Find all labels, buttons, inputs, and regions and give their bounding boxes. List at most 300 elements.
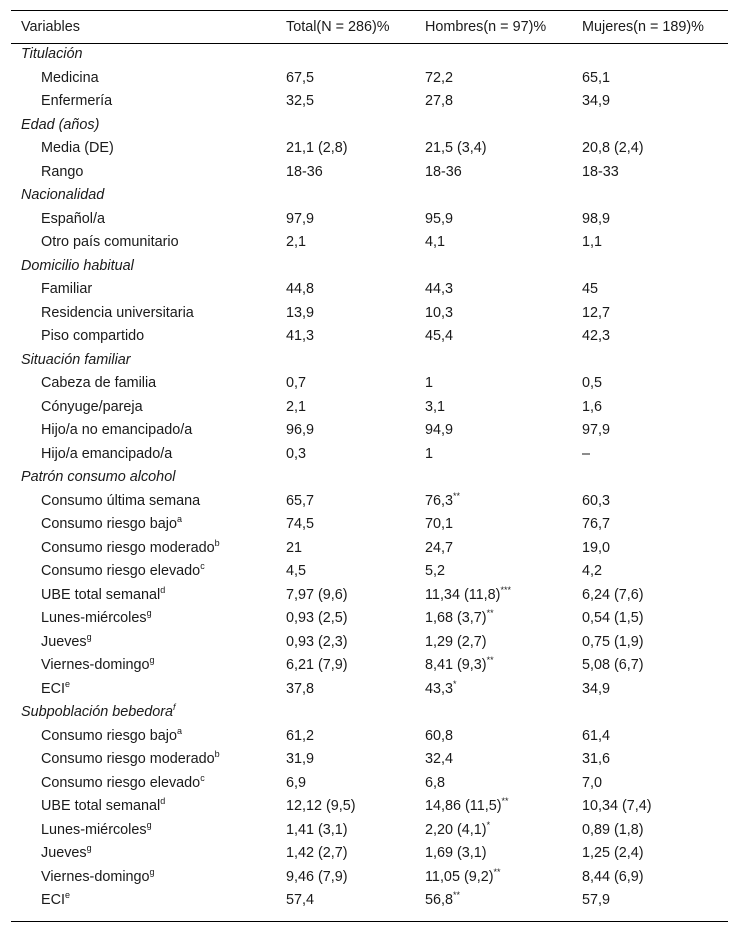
row-label [41, 399, 143, 415]
table-row [11, 608, 728, 632]
cell-hombres [425, 798, 509, 814]
cell-value: 0,7 [286, 375, 307, 391]
significance-marker: ** [453, 890, 461, 900]
cell-value: 9,46 (7,9) [286, 868, 348, 885]
table-row [11, 162, 728, 186]
row-label [41, 281, 92, 297]
cell-value: 61,4 [582, 727, 611, 744]
cell-value: 0,89 (1,8) [582, 821, 644, 838]
footnote-marker: b [214, 749, 220, 759]
label-text: Cónyuge/pareja [41, 398, 143, 415]
cell-value: 18-36 [425, 163, 462, 180]
footnote-marker: g [146, 819, 152, 830]
cell-value: 1,25 (2,4) [582, 845, 644, 861]
table-row [11, 68, 728, 92]
cell-value: 37,8 [286, 680, 315, 697]
row-label [41, 422, 192, 438]
cell-value: 56,8 [425, 892, 454, 908]
table-row [11, 726, 728, 750]
label-text: ECI [41, 680, 65, 697]
cell-hombres [425, 728, 453, 744]
cell-total [286, 516, 314, 532]
label-text: ECI [41, 892, 65, 908]
section-label [21, 704, 176, 720]
cell-value: 14,86 (11,5) [425, 798, 502, 814]
label-text: Cabeza de familia [41, 375, 157, 391]
footnote-marker: g [149, 866, 155, 877]
cell-value: 42,3 [582, 328, 611, 344]
cell-value: 76,7 [582, 516, 611, 532]
cell-hombres [425, 281, 453, 297]
cell-mujeres [582, 234, 602, 250]
cell-value: 97,9 [286, 210, 315, 227]
cell-value: 45,4 [425, 328, 454, 344]
cell-mujeres [582, 869, 644, 885]
footnote-marker: d [160, 796, 166, 806]
section-row [11, 44, 728, 68]
cell-hombres [425, 775, 445, 791]
cell-value: 61,2 [286, 727, 315, 744]
row-label [41, 537, 220, 556]
cell-hombres [425, 93, 453, 109]
cell-hombres [425, 866, 501, 885]
cell-value: 70,1 [425, 516, 454, 532]
cell-mujeres [582, 563, 602, 579]
cell-total [286, 422, 314, 438]
row-label [41, 892, 70, 908]
significance-marker: ** [493, 866, 501, 877]
cell-value: 0,54 (1,5) [582, 610, 644, 626]
cell-total [286, 540, 302, 556]
table-row [11, 420, 728, 444]
significance-marker: ** [486, 655, 494, 665]
cell-value: 32,4 [425, 751, 454, 767]
cell-hombres [425, 892, 460, 908]
footnote-marker: a [177, 725, 183, 736]
row-label [41, 610, 152, 626]
cell-value: 12,12 (9,5) [286, 798, 356, 814]
cell-value: 72,2 [425, 69, 454, 86]
label-text: Edad (años) [21, 116, 100, 133]
cell-value: 98,9 [582, 210, 611, 227]
cell-value: 12,7 [582, 304, 611, 321]
table-row [11, 632, 728, 656]
row-label [41, 657, 155, 673]
row-label [41, 631, 92, 650]
cell-value: 65,1 [582, 69, 611, 86]
cell-hombres [425, 70, 453, 86]
table-row [11, 279, 728, 303]
cell-value: 95,9 [425, 210, 454, 227]
cell-value: 1,6 [582, 398, 603, 415]
cell-mujeres [582, 822, 644, 838]
row-label [41, 375, 156, 391]
label-text: Patrón consumo alcohol [21, 469, 176, 485]
header-variables: Variables [21, 19, 80, 35]
footnote-marker: f [173, 702, 176, 712]
cell-hombres [425, 610, 494, 626]
label-text: Hijo/a emancipado/a [41, 445, 173, 462]
footnote-marker: c [200, 561, 205, 571]
row-label [41, 584, 166, 603]
table-row [11, 655, 728, 679]
cell-value: 0,5 [582, 375, 603, 391]
cell-total [286, 610, 348, 626]
section-label [21, 117, 99, 133]
table-body [11, 44, 728, 914]
label-text: Otro país comunitario [41, 234, 179, 250]
cell-hombres [425, 328, 453, 344]
header-total: Total(N = 286)% [286, 19, 390, 35]
table-row [11, 538, 728, 562]
row-label [41, 140, 114, 156]
label-text: Lunes-miércoles [41, 821, 147, 838]
cell-hombres [425, 657, 494, 673]
table-row [11, 820, 728, 844]
section-label [21, 352, 131, 368]
cell-total [286, 211, 314, 227]
cell-value: 32,5 [286, 93, 315, 109]
cell-hombres [425, 446, 433, 462]
cell-mujeres [582, 493, 610, 509]
row-label [41, 516, 182, 532]
cell-hombres [425, 634, 487, 650]
row-label [41, 446, 172, 462]
label-text: UBE total semanal [41, 586, 161, 603]
table-row [11, 561, 728, 585]
cell-value: 1,1 [582, 234, 603, 250]
label-text: Consumo riesgo elevado [41, 563, 201, 579]
data-table [11, 10, 728, 922]
cell-hombres [425, 305, 453, 321]
cell-total [286, 751, 314, 767]
table-row [11, 585, 728, 609]
cell-mujeres [582, 845, 644, 861]
cell-hombres [425, 540, 453, 556]
cell-value: 0,75 (1,9) [582, 633, 644, 650]
cell-total [286, 587, 348, 603]
cell-value: 2,20 (4,1) [425, 821, 487, 838]
section-label [21, 187, 104, 203]
cell-total [286, 281, 314, 297]
cell-hombres [425, 399, 445, 415]
table-row [11, 91, 728, 115]
cell-value: 13,9 [286, 304, 315, 321]
cell-mujeres [582, 728, 610, 744]
cell-value: 19,0 [582, 539, 611, 556]
table-row [11, 373, 728, 397]
row-label [41, 819, 152, 838]
cell-value: 10,3 [425, 304, 454, 321]
table-row [11, 867, 728, 891]
cell-mujeres [582, 798, 652, 814]
section-label [21, 46, 82, 62]
cell-value: 31,6 [582, 751, 611, 767]
cell-mujeres [582, 70, 610, 86]
row-label [41, 725, 183, 744]
cell-value: 21 [286, 539, 303, 556]
cell-total [286, 869, 348, 885]
cell-value: 41,3 [286, 328, 315, 344]
cell-total [286, 892, 314, 908]
row-label [41, 164, 83, 180]
cell-value: 44,8 [286, 281, 315, 297]
significance-marker: * [486, 819, 491, 830]
cell-value: 27,8 [425, 93, 454, 109]
cell-total [286, 728, 314, 744]
cell-value: 67,5 [286, 69, 315, 86]
cell-mujeres [582, 281, 598, 297]
label-text: UBE total semanal [41, 798, 161, 814]
label-text: Jueves [41, 633, 87, 650]
cell-mujeres [582, 751, 610, 767]
footnote-marker: a [177, 514, 183, 524]
cell-value: 96,9 [286, 422, 315, 438]
label-text: Consumo riesgo elevado [41, 774, 201, 791]
cell-value: 44,3 [425, 281, 454, 297]
cell-value: 4,2 [582, 563, 603, 579]
footnote-marker: c [200, 772, 205, 783]
header-hombres: Hombres(n = 97)% [425, 19, 547, 35]
label-text: Español/a [41, 210, 106, 227]
table-row [11, 326, 728, 350]
cell-total [286, 164, 323, 180]
cell-value: 21,1 (2,8) [286, 140, 348, 156]
cell-mujeres [582, 540, 610, 556]
cell-total [286, 328, 314, 344]
table-row [11, 232, 728, 256]
row-label [41, 678, 71, 697]
cell-value: 57,9 [582, 892, 611, 908]
table-row [11, 209, 728, 233]
cell-value: 31,9 [286, 751, 315, 767]
cell-mujeres [582, 775, 602, 791]
table-row [11, 796, 728, 820]
label-text: Piso compartido [41, 328, 145, 344]
section-row [11, 467, 728, 491]
label-text: Nacionalidad [21, 187, 105, 203]
cell-mujeres [582, 892, 610, 908]
cell-hombres [425, 422, 453, 438]
significance-marker: ** [501, 796, 509, 806]
cell-value: 3,1 [425, 398, 446, 415]
cell-mujeres [582, 140, 644, 156]
cell-total [286, 234, 306, 250]
cell-mujeres [582, 516, 610, 532]
cell-value: 4,5 [286, 563, 307, 579]
cell-hombres [425, 819, 491, 838]
cell-value: 24,7 [425, 539, 454, 556]
cell-mujeres [582, 587, 644, 603]
label-text: Domicilio habitual [21, 257, 134, 274]
row-label [41, 751, 220, 767]
section-row [11, 185, 728, 209]
cell-value: 65,7 [286, 492, 315, 509]
label-text: Consumo riesgo bajo [41, 516, 177, 532]
cell-total [286, 634, 348, 650]
row-label [41, 798, 165, 814]
row-label [41, 563, 205, 579]
cell-value: 43,3 [425, 680, 454, 697]
cell-value: 74,5 [286, 516, 315, 532]
table-row [11, 890, 728, 914]
table-row [11, 303, 728, 327]
section-row [11, 256, 728, 280]
section-row [11, 702, 728, 726]
row-label [41, 845, 92, 861]
label-text: Rango [41, 163, 84, 180]
cell-total [286, 493, 314, 509]
cell-mujeres [582, 657, 644, 673]
footnote-marker: g [86, 631, 92, 642]
header-mujeres: Mujeres(n = 189)% [582, 19, 704, 35]
significance-marker: ** [486, 608, 494, 618]
cell-mujeres [582, 211, 610, 227]
footnote-marker: g [86, 843, 92, 853]
label-text: Consumo última semana [41, 492, 201, 509]
cell-value: 94,9 [425, 422, 454, 438]
table-row [11, 773, 728, 797]
cell-hombres [425, 375, 433, 391]
cell-hombres [425, 516, 453, 532]
label-text: Consumo riesgo moderado [41, 751, 215, 767]
cell-total [286, 563, 306, 579]
cell-mujeres [582, 328, 610, 344]
cell-value: 45 [582, 281, 599, 297]
cell-mujeres [582, 610, 644, 626]
row-label [41, 70, 99, 86]
cell-mujeres [582, 93, 610, 109]
cell-value: 20,8 (2,4) [582, 140, 644, 156]
label-text: Lunes-miércoles [41, 610, 147, 626]
cell-mujeres [582, 305, 610, 321]
cell-value: 11,05 (9,2) [425, 868, 494, 885]
cell-total [286, 375, 306, 391]
section-label [21, 258, 134, 274]
cell-value: 0,93 (2,3) [286, 633, 348, 650]
cell-value: 6,8 [425, 774, 446, 791]
row-label [41, 305, 194, 321]
cell-value: 10,34 (7,4) [582, 798, 652, 814]
cell-total [286, 681, 314, 697]
row-label [41, 772, 205, 791]
table-row [11, 138, 728, 162]
label-text: Media (DE) [41, 140, 114, 156]
cell-mujeres [582, 681, 610, 697]
footnote-marker: e [65, 890, 71, 900]
cell-value: 18-33 [582, 163, 619, 180]
cell-mujeres [582, 164, 619, 180]
cell-value: 1,29 (2,7) [425, 633, 487, 650]
cell-value: 60,8 [425, 727, 454, 744]
cell-mujeres [582, 446, 590, 462]
cell-hombres [425, 845, 487, 861]
cell-value: 57,4 [286, 892, 315, 908]
cell-total [286, 446, 306, 462]
label-text: Enfermería [41, 93, 113, 109]
row-label [41, 234, 179, 250]
cell-value: 8,41 (9,3) [425, 657, 487, 673]
row-label [41, 866, 155, 885]
table-bottom-rule [11, 914, 728, 922]
cell-mujeres [582, 422, 610, 438]
cell-value: 1,69 (3,1) [425, 845, 487, 861]
row-label [41, 328, 144, 344]
label-text: Consumo riesgo moderado [41, 539, 215, 556]
label-text: Consumo riesgo bajo [41, 727, 177, 744]
label-text: Situación familiar [21, 351, 131, 368]
cell-value: 18-36 [286, 163, 323, 180]
cell-total [286, 822, 348, 838]
label-text: Residencia universitaria [41, 304, 194, 321]
cell-value: 8,44 (6,9) [582, 868, 644, 885]
label-text: Viernes-domingo [41, 657, 150, 673]
cell-value: 4,1 [425, 234, 446, 250]
cell-value: – [582, 445, 591, 462]
cell-total [286, 798, 356, 814]
cell-hombres [425, 751, 453, 767]
footnote-marker: e [65, 678, 71, 689]
cell-value: 76,3 [425, 492, 454, 509]
cell-hombres [425, 584, 511, 603]
significance-marker: ** [453, 490, 461, 501]
cell-total [286, 657, 348, 673]
cell-value: 60,3 [582, 492, 611, 509]
table-row [11, 491, 728, 515]
cell-total [286, 140, 348, 156]
cell-hombres [425, 234, 445, 250]
cell-mujeres [582, 375, 602, 391]
cell-total [286, 399, 306, 415]
label-text: Medicina [41, 69, 99, 86]
label-text: Viernes-domingo [41, 868, 150, 885]
cell-total [286, 845, 348, 861]
cell-value: 1,42 (2,7) [286, 845, 348, 861]
cell-hombres [425, 563, 445, 579]
cell-value: 6,21 (7,9) [286, 657, 348, 673]
cell-value: 6,9 [286, 774, 307, 791]
footnote-marker: d [160, 584, 166, 595]
significance-marker: *** [500, 584, 511, 595]
table-row [11, 843, 728, 867]
cell-value: 1,41 (3,1) [286, 821, 348, 838]
cell-total [286, 93, 314, 109]
section-label [21, 469, 175, 485]
cell-hombres [425, 678, 457, 697]
cell-value: 34,9 [582, 680, 611, 697]
cell-value: 97,9 [582, 422, 611, 438]
cell-hombres [425, 211, 453, 227]
cell-value: 5,2 [425, 563, 446, 579]
table-row [11, 514, 728, 538]
cell-hombres [425, 164, 462, 180]
table-row [11, 397, 728, 421]
cell-value: 1,68 (3,7) [425, 610, 487, 626]
cell-total [286, 775, 306, 791]
cell-value: 6,24 (7,6) [582, 586, 644, 603]
row-label [41, 211, 105, 227]
row-label [41, 493, 200, 509]
cell-value: 0,3 [286, 445, 307, 462]
table-row [11, 679, 728, 703]
cell-value: 0,93 (2,5) [286, 610, 348, 626]
cell-value: 2,1 [286, 234, 307, 250]
cell-value: 11,34 (11,8) [425, 586, 501, 603]
label-text: Subpoblación bebedora [21, 704, 174, 720]
label-text: Titulación [21, 46, 83, 62]
cell-total [286, 305, 314, 321]
cell-value: 1 [425, 445, 434, 462]
